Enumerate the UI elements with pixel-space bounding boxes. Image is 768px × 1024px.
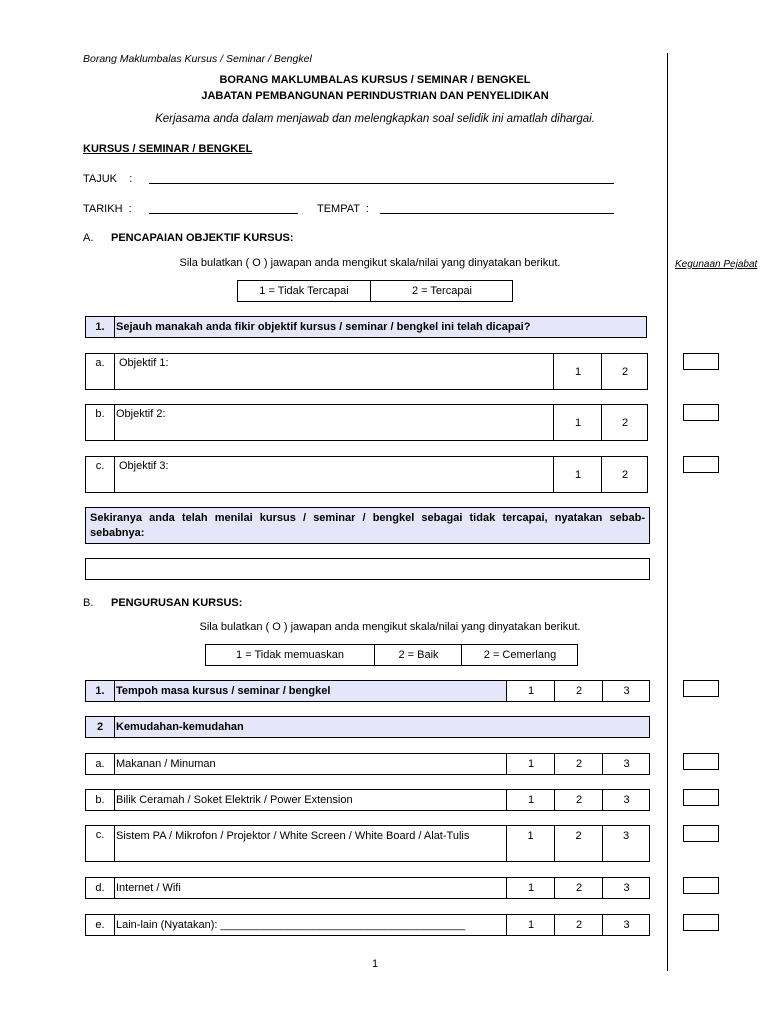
row-letter: c. <box>95 460 105 472</box>
option-1[interactable]: 1 <box>553 405 602 440</box>
question-text: Sejauh manakah anda fikir objektif kursus / seminar / bengkel ini telah dicapai? <box>116 321 531 333</box>
row-letter: d. <box>95 882 105 894</box>
section-b-letter: B. <box>83 597 94 609</box>
option-2[interactable]: 2 <box>554 681 603 701</box>
office-box[interactable] <box>683 353 719 370</box>
question-number: 2 <box>96 721 104 733</box>
reason-field[interactable] <box>85 558 650 580</box>
row-letter: a. <box>95 758 105 770</box>
row-label: Makanan / Minuman <box>116 758 216 770</box>
facility-row <box>85 753 650 775</box>
option-2[interactable]: 2 <box>601 405 648 440</box>
tarikh-label: TARIKH : <box>83 203 132 215</box>
scale-b-1: 1 = Tidak memuaskan <box>236 649 344 661</box>
row-letter: e. <box>95 919 105 931</box>
department-title: JABATAN PEMBANGUNAN PERINDUSTRIAN DAN PENYELIDIKAN <box>201 90 549 102</box>
office-box[interactable] <box>683 404 719 421</box>
option-3[interactable]: 3 <box>602 754 650 774</box>
objective-row <box>85 404 648 441</box>
option-1[interactable]: 1 <box>506 754 555 774</box>
office-use-label: Kegunaan Pejabat <box>675 259 758 270</box>
section-a-title: PENCAPAIAN OBJEKTIF KURSUS: <box>111 232 294 244</box>
question-number: 1. <box>95 321 105 333</box>
tempat-field[interactable] <box>380 213 614 214</box>
option-2[interactable]: 2 <box>554 790 603 810</box>
option-1[interactable]: 1 <box>506 790 555 810</box>
row-letter: b. <box>95 408 105 420</box>
facility-row <box>85 914 650 936</box>
question-text: Tempoh masa kursus / seminar / bengkel <box>116 685 331 697</box>
option-2[interactable]: 2 <box>554 878 603 898</box>
scale-a-1: 1 = Tidak Tercapai <box>259 285 349 297</box>
section-a-letter: A. <box>83 232 94 244</box>
option-2[interactable]: 2 <box>554 915 603 935</box>
course-heading: KURSUS / SEMINAR / BENGKEL <box>83 143 253 155</box>
office-box[interactable] <box>683 456 719 473</box>
option-3[interactable]: 3 <box>602 681 650 701</box>
scale-a-2: 2 = Tercapai <box>370 281 513 301</box>
option-3[interactable]: 3 <box>602 878 650 898</box>
page-number: 1 <box>371 958 379 970</box>
row-label: Internet / Wifi <box>116 882 181 894</box>
option-1[interactable]: 1 <box>506 826 554 861</box>
row-label: Sistem PA / Mikrofon / Projektor / White Screen / White Board / Alat-Tulis <box>116 830 470 842</box>
office-box[interactable] <box>683 825 719 842</box>
office-box[interactable] <box>683 680 719 697</box>
facility-row <box>85 825 650 862</box>
section-a-scale <box>237 280 513 302</box>
option-2[interactable]: 2 <box>554 826 602 861</box>
office-divider <box>667 53 668 971</box>
scale-b-2: 2 = Baik <box>374 645 462 665</box>
office-box[interactable] <box>683 914 719 931</box>
tajuk-field[interactable] <box>149 183 614 184</box>
header-note: Borang Maklumbalas Kursus / Seminar / Bengkel <box>83 53 312 65</box>
reason-text: Sekiranya anda telah menilai kursus / seminar / bengkel sebagai tidak tercapai, nyatakan sebab-sebabnya: <box>90 512 645 539</box>
row-label: Objektif 3: <box>119 460 169 472</box>
scale-b-3: 2 = Cemerlang <box>461 645 578 665</box>
row-letter: b. <box>95 794 105 806</box>
tempat-label: TEMPAT : <box>317 203 369 215</box>
objective-row <box>85 456 648 493</box>
office-box[interactable] <box>683 877 719 894</box>
row-letter: c. <box>95 829 105 841</box>
section-a-instruction: Sila bulatkan ( O ) jawapan anda mengikut skala/nilai yang dinyatakan berikut. <box>179 257 561 269</box>
option-1[interactable]: 1 <box>553 457 602 492</box>
office-box[interactable] <box>683 753 719 770</box>
section-a-question-1 <box>85 316 647 338</box>
section-b-title: PENGURUSAN KURSUS: <box>111 597 243 609</box>
objective-row <box>85 353 648 390</box>
option-1[interactable]: 1 <box>506 915 555 935</box>
option-3[interactable]: 3 <box>602 915 650 935</box>
row-label: Lain-lain (Nyatakan): ________________________________________ <box>116 919 466 931</box>
facility-row <box>85 789 650 811</box>
section-b-question-1 <box>85 680 650 702</box>
office-box[interactable] <box>683 789 719 806</box>
form-title: BORANG MAKLUMBALAS KURSUS / SEMINAR / BENGKEL <box>219 74 531 86</box>
section-b-scale <box>205 644 578 666</box>
tarikh-field[interactable] <box>149 213 298 214</box>
row-label: Objektif 2: <box>116 408 166 420</box>
tajuk-label: TAJUK : <box>83 173 133 185</box>
section-b-question-2 <box>85 716 650 738</box>
row-label: Objektif 1: <box>119 357 169 369</box>
section-b-instruction: Sila bulatkan ( O ) jawapan anda mengikut skala/nilai yang dinyatakan berikut. <box>199 621 581 633</box>
option-2[interactable]: 2 <box>601 457 648 492</box>
option-3[interactable]: 3 <box>602 826 649 861</box>
facility-row <box>85 877 650 899</box>
row-letter: a. <box>95 357 105 369</box>
option-1[interactable]: 1 <box>553 354 602 389</box>
option-1[interactable]: 1 <box>506 878 555 898</box>
question-text: Kemudahan-kemudahan <box>116 721 244 733</box>
row-label: Bilik Ceramah / Soket Elektrik / Power Extension <box>116 794 353 806</box>
question-number: 1. <box>95 685 105 697</box>
reason-prompt <box>85 507 650 544</box>
option-3[interactable]: 3 <box>602 790 650 810</box>
option-1[interactable]: 1 <box>506 681 555 701</box>
option-2[interactable]: 2 <box>601 354 648 389</box>
option-2[interactable]: 2 <box>554 754 603 774</box>
intro-text: Kerjasama anda dalam menjawab dan melengkapkan soal selidik ini amatlah dihargai. <box>155 113 595 125</box>
